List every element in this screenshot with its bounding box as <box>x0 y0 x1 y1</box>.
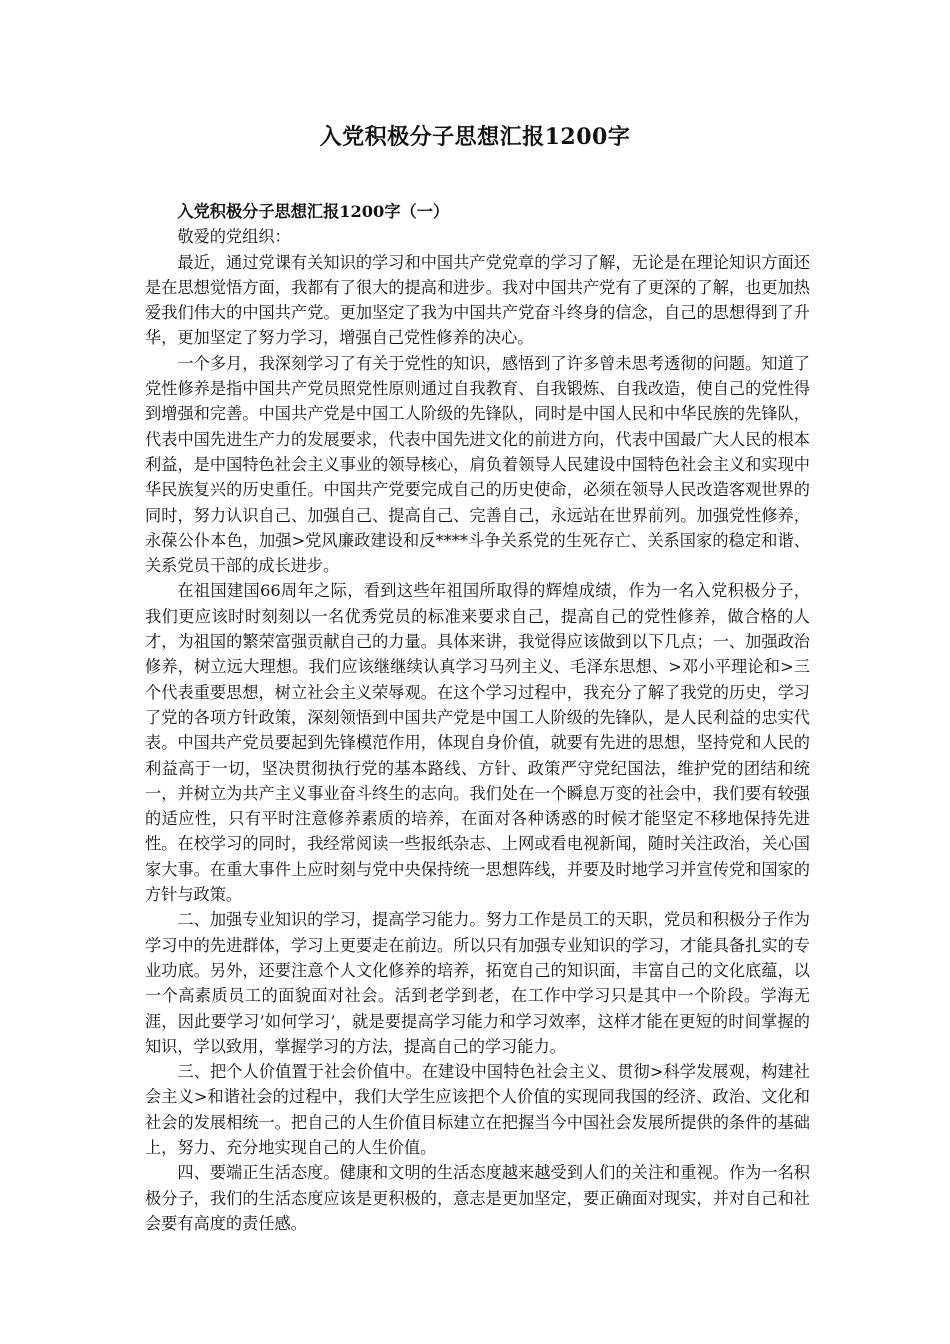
body-paragraph: 一个多月，我深刻学习了有关于党性的知识，感悟到了许多曾未思考透彻的问题。知道了党性修养是指中国共产党员照党性原则通过自我教育、自我锻炼、自我改造，使自己的党性得到增强和完善。中国共产党是中国工人阶级的先锋队，同时是中国人民和中华民族的先锋队，代表中国先进生产力的发展要求，代表中国先进文化的前进方向，代表中国最广大人民的根本利益，是中国特色社会主义事业的领导核心，肩负着领导人民建设中国特色社会主义和实现中华民族复兴的历史重任。中国共产党要完成自己的历史使命，必须在领导人民改造客观世界的同时，努力认识自己、加强自己、提高自己、完善自己，永远站在世界前列。加强党性修养，永葆公仆本色，加强>党风廉政建设和反****斗争关系党的生死存亡、关系国家的稳定和谐、关系党员干部的成长进步。 <box>145 353 810 576</box>
document-body <box>145 199 810 1236</box>
salutation: 敬爱的党组织： <box>177 227 291 247</box>
body-paragraph: 三、把个人价值置于社会价值中。在建设中国特色社会主义、贯彻>科学发展观，构建社会主义>和谐社会的过程中，我们大学生应该把个人价值的实现同我国的经济、政治、文化和社会的发展相统一。把自己的人生价值目标建立在把握当今中国社会发展所提供的条件的基础上，努力、充分地实现自己的人生价值。 <box>145 1062 810 1157</box>
section-heading: 入党积极分子思想汇报1200字（一） <box>177 202 450 221</box>
body-paragraph: 在祖国建国66周年之际，看到这些年祖国所取得的辉煌成绩，作为一名入党积极分子，我们更应该时时刻刻以一名优秀党员的标准来要求自己，提高自己的党性修养，做合格的人才，为祖国的繁荣富强贡献自己的力量。具体来讲，我觉得应该做到以下几点；一、加强政治修养，树立远大理想。我们应该继继续认真学习马列主义、毛泽东思想、>邓小平理论和>三个代表重要思想，树立社会主义荣辱观。在这个学习过程中，我充分了解了我党的历史，学习了党的各项方针政策，深刻领悟到中国共产党是中国工人阶级的先锋队，是人民利益的忠实代表。中国共产党员要起到先锋模范作用，体现自身价值，就要有先进的思想，坚持党和人民的利益高于一切，坚决贯彻执行党的基本路线、方针、政策严守党纪国法，维护党的团结和统一，并树立为共产主义事业奋斗终生的志向。我们处在一个瞬息万变的社会中，我们要有较强的适应性，只有平时注意修养素质的培养，在面对各种诱惑的时候才能坚定不移地保持先进性。在校学习的同时，我经常阅读一些报纸杂志、上网或看电视新闻，随时关注政治，关心国家大事。在重大事件上应时刻与党中央保持统一思想阵线，并要及时地学习并宣传党和国家的方针与政策。 <box>145 581 810 905</box>
body-paragraph: 二、加强专业知识的学习，提高学习能力。努力工作是员工的天职，党员和积极分子作为学习中的先进群体，学习上更要走在前边。所以只有加强专业知识的学习，才能具备扎实的专业功底。另外，还要注意个人文化修养的培养，拓宽自己的知识面，丰富自己的文化底蕴，以一个高素质员工的面貌面对社会。活到老学到老，在工作中学习只是其中一个阶段。学海无涯，因此要学习’如何学习’，就是要提高学习能力和学习效率，这样才能在更短的时间掌握的知识，学以致用，掌握学习的方法，提高自己的学习能力。 <box>145 910 810 1056</box>
body-paragraph: 四、要端正生活态度。健康和文明的生活态度越来越受到人们的关注和重视。作为一名积极分子，我们的生活态度应该是更积极的，意志是更加坚定，要正确面对现实，并对自己和社会要有高度的责任感。 <box>145 1163 810 1233</box>
document-title: 入党积极分子思想汇报1200字 <box>319 124 631 150</box>
body-paragraph: 最近，通过党课有关知识的学习和中国共产党党章的学习了解，无论是在理论知识方面还是在思想觉悟方面，我都有了很大的提高和进步。我对中国共产党有了更深的了解，也更加热爱我们伟大的中国共产党。更加坚定了我为中国共产党奋斗终身的信念，自己的思想得到了升华，更加坚定了努力学习，增强自己党性修养的决心。 <box>145 252 810 348</box>
